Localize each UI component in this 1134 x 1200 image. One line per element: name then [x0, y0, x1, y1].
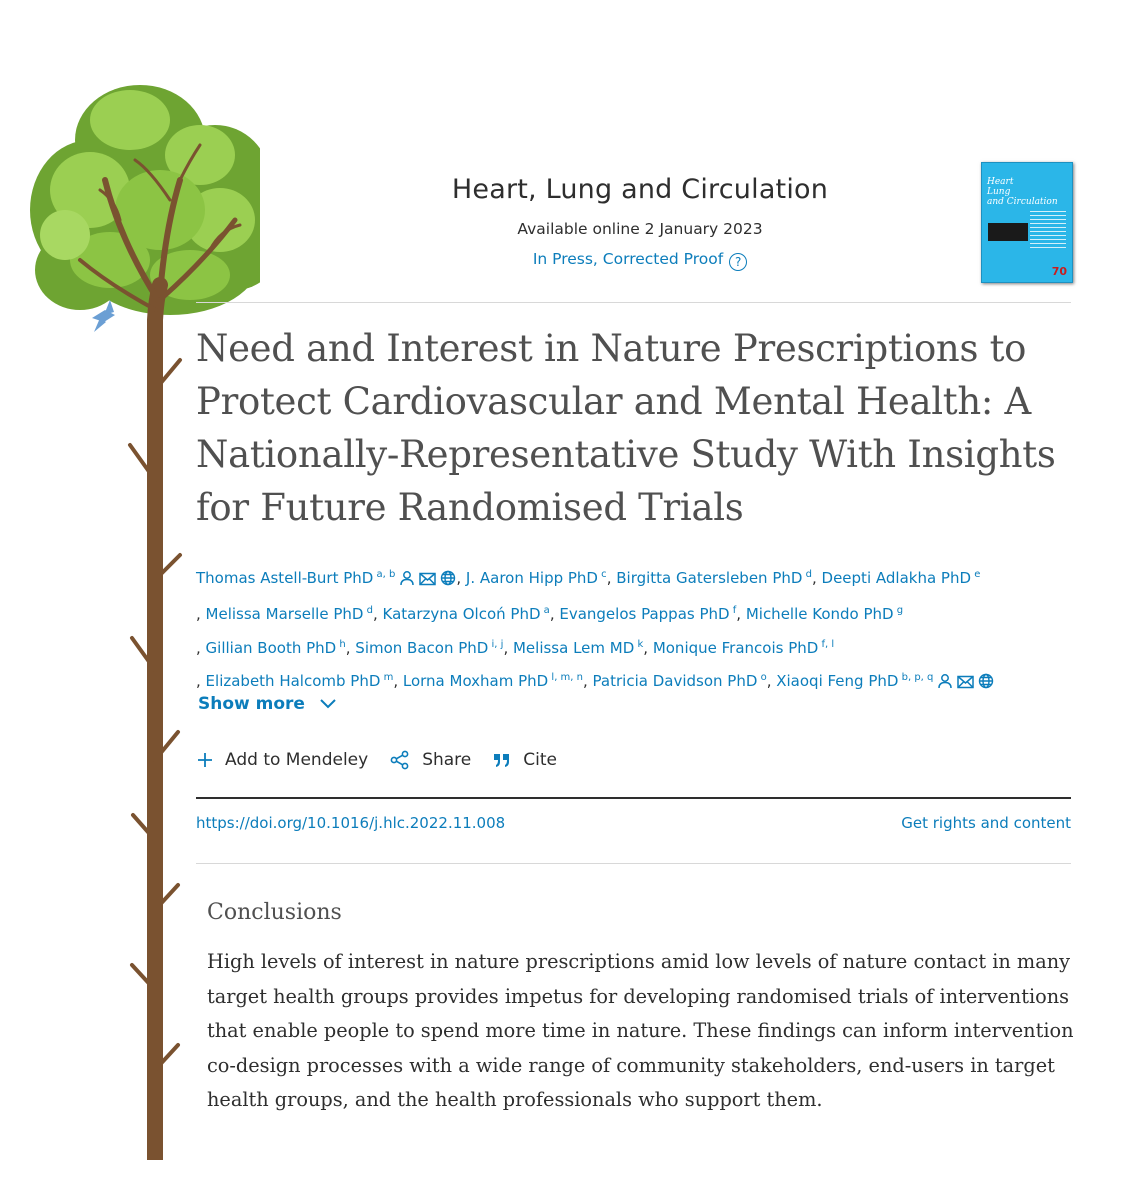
author-affiliation-marker[interactable]: l, m, n — [548, 671, 583, 683]
author-name[interactable]: Birgitta Gatersleben PhD — [616, 569, 803, 587]
author-link[interactable] — [559, 605, 736, 623]
author-link[interactable] — [822, 569, 981, 587]
journal-cover-thumbnail[interactable] — [981, 162, 1073, 283]
globe-icon[interactable] — [978, 670, 994, 699]
author-name[interactable]: Patricia Davidson PhD — [592, 671, 758, 690]
author-affiliation-marker[interactable]: h — [336, 638, 346, 650]
person-icon[interactable] — [937, 670, 953, 699]
author-list — [196, 560, 1056, 699]
author-name[interactable]: Lorna Moxham PhD — [402, 671, 549, 690]
author-affiliation-marker[interactable]: f, l — [818, 638, 835, 650]
author-name[interactable]: Thomas Astell-Burt PhD — [196, 569, 374, 587]
author-name[interactable]: Evangelos Pappas PhD — [559, 605, 730, 624]
author-name[interactable]: Simon Bacon PhD — [355, 638, 489, 657]
available-online-date: Available online 2 January 2023 — [517, 220, 763, 238]
email-icon[interactable] — [419, 567, 436, 596]
show-more-label[interactable]: Show more — [198, 694, 305, 714]
get-rights-link[interactable]: Get rights and content — [901, 814, 1071, 832]
author-link[interactable] — [513, 639, 643, 657]
author-name[interactable]: Melissa Marselle PhD — [205, 605, 364, 624]
add-to-mendeley-button[interactable] — [197, 750, 368, 770]
email-icon[interactable] — [957, 670, 974, 699]
author-separator: , — [811, 569, 822, 587]
author-affiliation-marker[interactable]: o — [757, 671, 767, 683]
doi-link[interactable]: https://doi.org/10.1016/j.hlc.2022.11.008 — [196, 814, 506, 832]
author-name[interactable]: Melissa Lem MD — [512, 638, 635, 657]
publication-status[interactable] — [440, 250, 840, 271]
plus-icon — [197, 752, 213, 768]
author-affiliation-marker[interactable]: e — [971, 569, 981, 580]
author-link[interactable] — [593, 672, 767, 690]
journal-name[interactable]: Heart, Lung and Circulation — [451, 174, 829, 205]
cover-title: Heart Lung and Circulation — [987, 177, 1058, 207]
author-separator: , — [766, 671, 777, 690]
chevron-down-icon — [319, 698, 337, 710]
doi-divider — [196, 863, 1071, 864]
author-separator: , — [196, 605, 206, 624]
cover-anniversary-logo: 70 — [1051, 265, 1067, 278]
person-icon[interactable] — [399, 567, 415, 596]
author-link[interactable] — [776, 672, 933, 690]
author-separator: , — [456, 569, 466, 587]
author-name[interactable]: Elizabeth Halcomb PhD — [205, 671, 381, 690]
cite-label[interactable]: Cite — [523, 750, 557, 770]
author-name[interactable]: Monique Francois PhD — [652, 638, 819, 657]
author-separator: , — [372, 605, 383, 624]
author-link[interactable] — [403, 672, 583, 690]
author-affiliation-marker[interactable]: a, b — [373, 569, 396, 580]
author-separator: , — [643, 638, 653, 657]
author-affiliation-marker[interactable]: f — [729, 605, 737, 617]
cite-button[interactable] — [493, 750, 557, 770]
author-name[interactable]: Katarzyna Olcoń PhD — [382, 605, 541, 624]
author-link[interactable] — [206, 639, 346, 657]
author-name[interactable]: Xiaoqi Feng PhD — [776, 671, 899, 690]
author-link[interactable] — [466, 569, 607, 587]
author-separator: , — [196, 671, 206, 690]
author-affiliation-marker[interactable]: i, j — [488, 638, 504, 650]
author-link[interactable] — [616, 569, 812, 587]
show-more-button[interactable] — [198, 694, 337, 714]
author-link[interactable] — [206, 672, 394, 690]
article-title: Need and Interest in Nature Prescriptions to Protect Cardiovascular and Mental Health: A Nationally-Representative Study With Insights for Future Randomised Trials — [196, 327, 1056, 529]
author-link[interactable] — [355, 639, 503, 657]
author-affiliation-marker[interactable]: b, p, q — [898, 671, 934, 683]
author-separator: , — [583, 671, 593, 690]
share-button[interactable] — [390, 750, 471, 770]
author-name[interactable]: J. Aaron Hipp PhD — [465, 569, 598, 587]
actions-divider — [196, 797, 1071, 799]
author-name[interactable]: Deepti Adlakha PhD — [821, 569, 972, 587]
conclusions-text: High levels of interest in nature prescriptions amid low levels of nature contact in many target health groups provides impetus for developing randomised trials of interventions that enable people to spend more time in nature. These findings can inform intervention co-design processes with a wide range of community stakeholders, end-users in target health groups, and the health professionals who support them. — [207, 950, 1074, 1111]
header-divider — [196, 302, 1071, 303]
author-separator: , — [549, 605, 560, 624]
author-affiliation-marker[interactable]: g — [893, 605, 904, 617]
cover-image — [988, 223, 1028, 241]
author-affiliation-marker[interactable]: d — [363, 605, 373, 617]
author-name[interactable]: Michelle Kondo PhD — [745, 605, 894, 624]
author-link[interactable] — [206, 605, 373, 623]
author-affiliation-marker[interactable]: k — [634, 638, 644, 650]
author-affiliation-marker[interactable]: m — [380, 671, 394, 683]
article-actions-toolbar — [197, 747, 579, 773]
author-link[interactable] — [653, 639, 834, 657]
author-link[interactable] — [746, 605, 903, 623]
help-icon[interactable]: ? — [729, 253, 747, 271]
author-name[interactable]: Gillian Booth PhD — [205, 638, 337, 657]
author-separator: , — [736, 605, 746, 624]
author-separator: , — [503, 638, 513, 657]
author-affiliation-marker[interactable]: c — [598, 569, 607, 580]
quote-icon — [493, 752, 511, 768]
author-separator: , — [345, 638, 356, 657]
globe-icon[interactable] — [440, 567, 456, 596]
share-icon — [390, 750, 410, 770]
author-link[interactable] — [196, 569, 395, 587]
author-separator: , — [196, 638, 206, 657]
publication-status-label[interactable]: In Press, Corrected Proof — [532, 250, 724, 268]
author-affiliation-marker[interactable]: a — [540, 605, 550, 617]
cover-text-lines — [1030, 211, 1066, 251]
conclusions-heading: Conclusions — [207, 900, 342, 925]
author-separator: , — [606, 569, 617, 587]
author-link[interactable] — [383, 605, 550, 623]
add-to-mendeley-label[interactable]: Add to Mendeley — [225, 750, 369, 770]
share-label[interactable]: Share — [422, 750, 472, 770]
author-affiliation-marker[interactable]: d — [802, 569, 812, 580]
author-separator: , — [393, 671, 403, 690]
